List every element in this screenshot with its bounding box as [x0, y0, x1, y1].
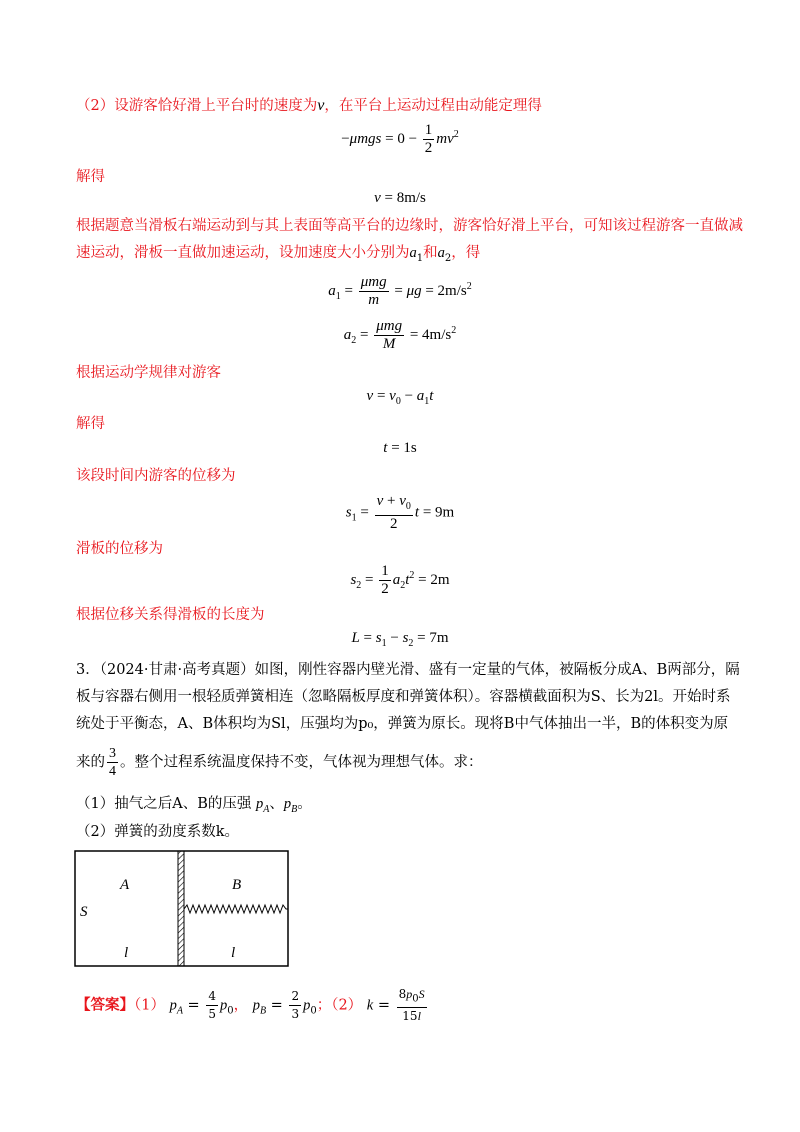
para-plan-line1: 根据题意当滑板右端运动到与其上表面等高平台的边缘时，游客恰好滑上平台，可知该过程游客一直做减: [76, 218, 743, 234]
spring: [184, 905, 288, 913]
partition: [178, 851, 184, 966]
q3-sub1: （1）抽气之后A、B的压强 $p_A$、$p_B$。: [76, 796, 312, 815]
container-figure: [74, 850, 290, 968]
answer-semi: ；: [316, 997, 332, 1014]
equation-s2: $s_2$ = $\frac{1}{2}$ $a_2t^2 = 2m$: [350, 563, 450, 597]
q3-line1: 3．（2024·甘肃·高考真题）如图，刚性容器内壁光滑、盛有一定量的气体，被隔板分成A、B两部分，隔: [76, 662, 740, 678]
fig-label-S: S: [80, 904, 88, 920]
q3-line4-tail: 。整个过程系统温度保持不变，气体视为理想气体。求：: [120, 754, 483, 771]
equation-v-v0: $v = v_0 - a_1t$: [366, 388, 434, 407]
equation-s1: $s_1$ = $\frac{v + v_0}{2}$ t = 9m: [345, 493, 455, 532]
equation-v-result: v = 8m/s: [374, 190, 426, 206]
para-plan-line2: 速运动，滑板一直做加速运动，设加速度大小分别为$a_1$和$a_2$，得: [76, 245, 481, 264]
q3-line2: 板与容器右侧用一根轻质弹簧相连（忽略隔板厚度和弹簧体积）。容器横截面积为S、长为2l。开始时系: [76, 689, 731, 705]
jiede-1: 解得: [76, 169, 105, 185]
part2-intro-tail: ，在平台上运动过程由动能定理得: [324, 98, 542, 114]
q3-line3: 统处于平衡态，A、B体积均为Sl，压强均为p₀，弹簧为原长。现将B中气体抽出一半，B的体积变为原: [76, 716, 729, 732]
s1-label: 该段时间内游客的位移为: [76, 468, 236, 484]
fig-label-B: B: [232, 877, 242, 893]
answer-part1: （1）: [134, 997, 165, 1014]
part2-intro: [76, 96, 542, 116]
kinematics-label: 根据运动学规律对游客: [76, 365, 221, 381]
fig-label-l-right: l: [231, 945, 236, 961]
para-plan-and: 和: [423, 245, 438, 261]
q3-sub2: （2）弹簧的劲度系数k。: [76, 824, 240, 840]
jiede-2: 解得: [76, 416, 105, 432]
q3-sub1-end: 。: [297, 796, 312, 812]
para-plan-end: ，得: [451, 245, 481, 261]
answer-part2: （2）: [331, 997, 363, 1014]
s2-label: 滑板的位移为: [76, 541, 163, 557]
equation-L: $L = s_1 - s_2 = 7m$: [351, 630, 449, 649]
answer-sep: ，: [233, 997, 249, 1014]
q3-sub1-text: （1）抽气之后A、B的压强: [76, 796, 252, 812]
q3-line4: 来的 $\frac{3}{4}$ 。整个过程系统温度保持不变，气体视为理想气体。求：: [76, 746, 483, 779]
fig-label-A: A: [120, 877, 130, 893]
equation-energy: −μmgs = 0 − $\frac{1}{2}$ $mv^2$: [341, 122, 459, 156]
L-label: 根据位移关系得滑板的长度为: [76, 607, 265, 623]
q3-line4-head: 来的: [76, 754, 105, 771]
equation-a1: $a_1$ = $\frac{\text{μmg}}{m}$ = $\mu g = 2m/s^2$: [328, 274, 472, 308]
equation-t-result: t = 1s: [383, 440, 417, 456]
answer-line: 【答案】（1） $p_A$ = $\frac{4}{5}$ $p_0$， $p_B$ = $\frac{2}{3}$ $p_0$；（2） k = $\frac{8p_0S}{15l}$: [76, 987, 425, 1024]
answer-label: 【答案】: [76, 996, 134, 1014]
equation-a2: $a_2$ = $\frac{\text{μmg}}{M}$ = $4m/s^2$: [343, 318, 457, 352]
fig-label-l-left: l: [124, 945, 129, 961]
var-v: v: [317, 97, 325, 114]
part2-intro-text: （2）设游客恰好滑上平台时的速度为: [76, 98, 318, 114]
para-plan-line2-text: 速运动，滑板一直做加速运动，设加速度大小分别为: [76, 245, 410, 261]
